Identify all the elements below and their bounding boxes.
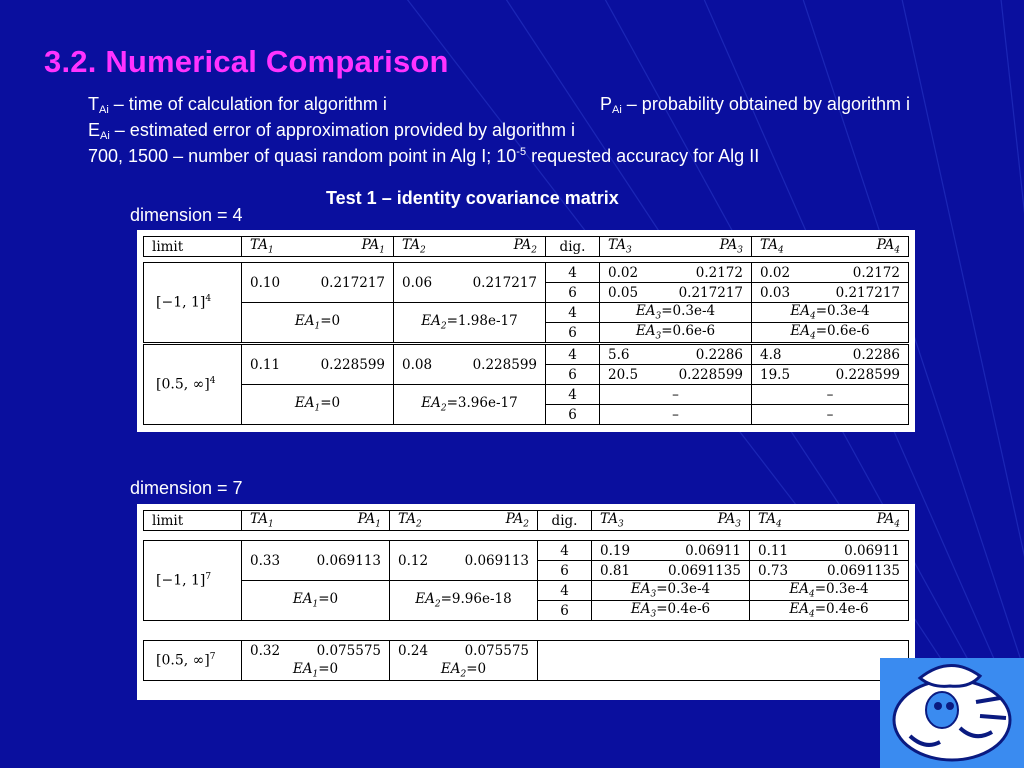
results-table-dim4 (137, 230, 915, 432)
dimension-7-label: dimension = 7 (130, 478, 243, 498)
definition-probability: $P_{Ai}$ – probability obtained by algorithm i (600, 94, 910, 116)
empty-cell (538, 641, 909, 681)
region-box-label: [−1, 1]$^4$ (144, 263, 242, 343)
a1-cell: 0.10 0.217217 (242, 263, 394, 303)
definition-error: $E_{Ai}$ – estimated error of approximation provided by algorithm i (88, 120, 576, 142)
header-p-a2: $PA_2$ (513, 237, 537, 256)
header-t-a3: $TA_3$ (608, 237, 632, 256)
header-t-a4: $TA_4$ (760, 237, 784, 256)
a2-cell: 0.06 0.217217 (394, 263, 546, 303)
header-p-a3: $PA_3$ (719, 237, 743, 256)
header-t-a2: $TA_2$ (402, 237, 426, 256)
header-limit: limit (144, 237, 242, 257)
region-half-label: [0.5, ∞]$^4$ (144, 345, 242, 425)
definition-time: $T_{Ai}$ – time of calculation for algorithm i (88, 94, 387, 116)
table-header: limit $TA_1$ $PA_1$ $TA_2$ $PA_2$ dig. $TA_3$ $PA_3$ $TA_4$ $PA_4$ (143, 510, 909, 531)
table-header (143, 236, 909, 257)
smurf-mascot-logo (880, 658, 1024, 768)
region-box-block: [−1, 1]$^7$ 0.33 0.069113 0.12 0.069113 4 0.19 0.06911 0.11 0.06911 6 0.81 0.0691135 0.73 0.0691135 $EA_1=0$ $EA_2=9.96e-18$ 4 $EA_3=0.3e-4$ $EA_4=0.3e-4$ 6 $EA_3=0.4e-6$ $EA_4=0.4e-6$ (143, 540, 909, 621)
header-t-a1: $TA_1$ (250, 237, 274, 256)
e-a1-cell: $EA_1=0$ (242, 303, 394, 343)
region-half-block: [0.5, ∞]$^4$ 0.11 0.228599 0.08 0.228599 4 5.6 0.2286 4.8 0.2286 6 20.5 0.228599 19.5 0.228599 $EA_1=0$ $EA_2=3.96e-17$ 4 – – 6 – – (143, 344, 909, 425)
e-a2-cell: $EA_2=1.98e-17$ (394, 303, 546, 343)
dimension-4-label: dimension = 4 (130, 205, 243, 225)
header-p-a4: $PA_4$ (876, 237, 900, 256)
slide-title: 3.2. Numerical Comparison (44, 44, 449, 79)
results-table-dim7 (137, 504, 915, 700)
region-half-block: [0.5, ∞]$^7$ 0.32 0.075575 0.24 0.075575 $EA_1=0$ $EA_2=0$ (143, 640, 909, 681)
header-p-a1: $PA_1$ (361, 237, 385, 256)
region-box-block: [−1, 1]$^4$ 0.10 0.217217 0.06 0.217217 4 0.02 0.2172 0.02 0.2172 6 0.05 0.217217 0.03 0.217217 $EA_1=0$ $EA_2=1.98e-17$ 4 $EA_3=0.3e-4$ $EA_4=0.3e-4$ 6 $EA_3=0.6e-6$ $EA_4=0.6e-6$ (143, 262, 909, 343)
header-digits: dig. (546, 237, 600, 257)
test-title: Test 1 – identity covariance matrix (326, 188, 619, 208)
definition-points: 700, 1500 – number of quasi random point in Alg I; $10^{-5}$ requested accuracy for Alg II (88, 146, 760, 166)
